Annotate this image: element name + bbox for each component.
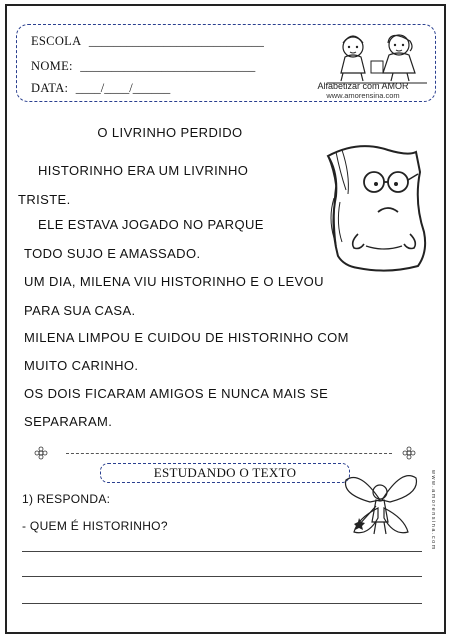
story-line: MILENA LIMPOU E CUIDOU DE HISTORINHO COM bbox=[24, 330, 349, 345]
escola-label: ESCOLA bbox=[31, 34, 82, 48]
flower-right-icon bbox=[402, 446, 416, 460]
answer-line-2[interactable] bbox=[22, 576, 422, 577]
fairy-icon bbox=[340, 470, 420, 545]
data-label: DATA: bbox=[31, 81, 69, 95]
story-line: TRISTE. bbox=[18, 192, 71, 207]
story-line: HISTORINHO ERA UM LIVRINHO bbox=[38, 163, 249, 178]
nome-field[interactable]: ____________________________ bbox=[80, 59, 256, 73]
question-text: - QUEM É HISTORINHO? bbox=[22, 519, 168, 533]
logo-caption bbox=[309, 81, 417, 101]
story-line: UM DIA, MILENA VIU HISTORINHO E O LEVOU bbox=[24, 274, 324, 289]
header-box bbox=[16, 24, 436, 102]
answer-line-1[interactable] bbox=[22, 551, 422, 552]
story-line: ELE ESTAVA JOGADO NO PARQUE bbox=[38, 217, 264, 232]
answer-line-3[interactable] bbox=[22, 603, 422, 604]
escola-row bbox=[31, 34, 264, 49]
story-line: SEPARARAM. bbox=[24, 414, 113, 429]
story-line: PARA SUA CASA. bbox=[24, 303, 136, 318]
sad-book-icon bbox=[314, 138, 434, 278]
data-row bbox=[31, 81, 170, 96]
data-field[interactable]: ____/____/______ bbox=[75, 81, 171, 95]
side-watermark: www.amorensina.com bbox=[430, 470, 436, 551]
question-label: 1) RESPONDA: bbox=[22, 492, 111, 506]
story-line: TODO SUJO E AMASSADO. bbox=[24, 246, 201, 261]
logo-line-1: Alfabetizar com AMOR bbox=[317, 81, 409, 91]
story-line: OS DOIS FICARAM AMIGOS E NUNCA MAIS SE bbox=[24, 386, 329, 401]
section-divider bbox=[66, 453, 392, 454]
escola-field[interactable]: ____________________________ bbox=[88, 34, 264, 48]
nome-label: NOME: bbox=[31, 59, 73, 73]
section-heading: ESTUDANDO O TEXTO bbox=[100, 463, 350, 483]
nome-row bbox=[31, 59, 255, 74]
logo-line-2: www.amorensina.com bbox=[326, 91, 400, 100]
story-title: O LIVRINHO PERDIDO bbox=[97, 125, 243, 140]
story-line: MUITO CARINHO. bbox=[24, 358, 139, 373]
children-logo-icon bbox=[323, 31, 431, 85]
flower-left-icon bbox=[34, 446, 48, 460]
